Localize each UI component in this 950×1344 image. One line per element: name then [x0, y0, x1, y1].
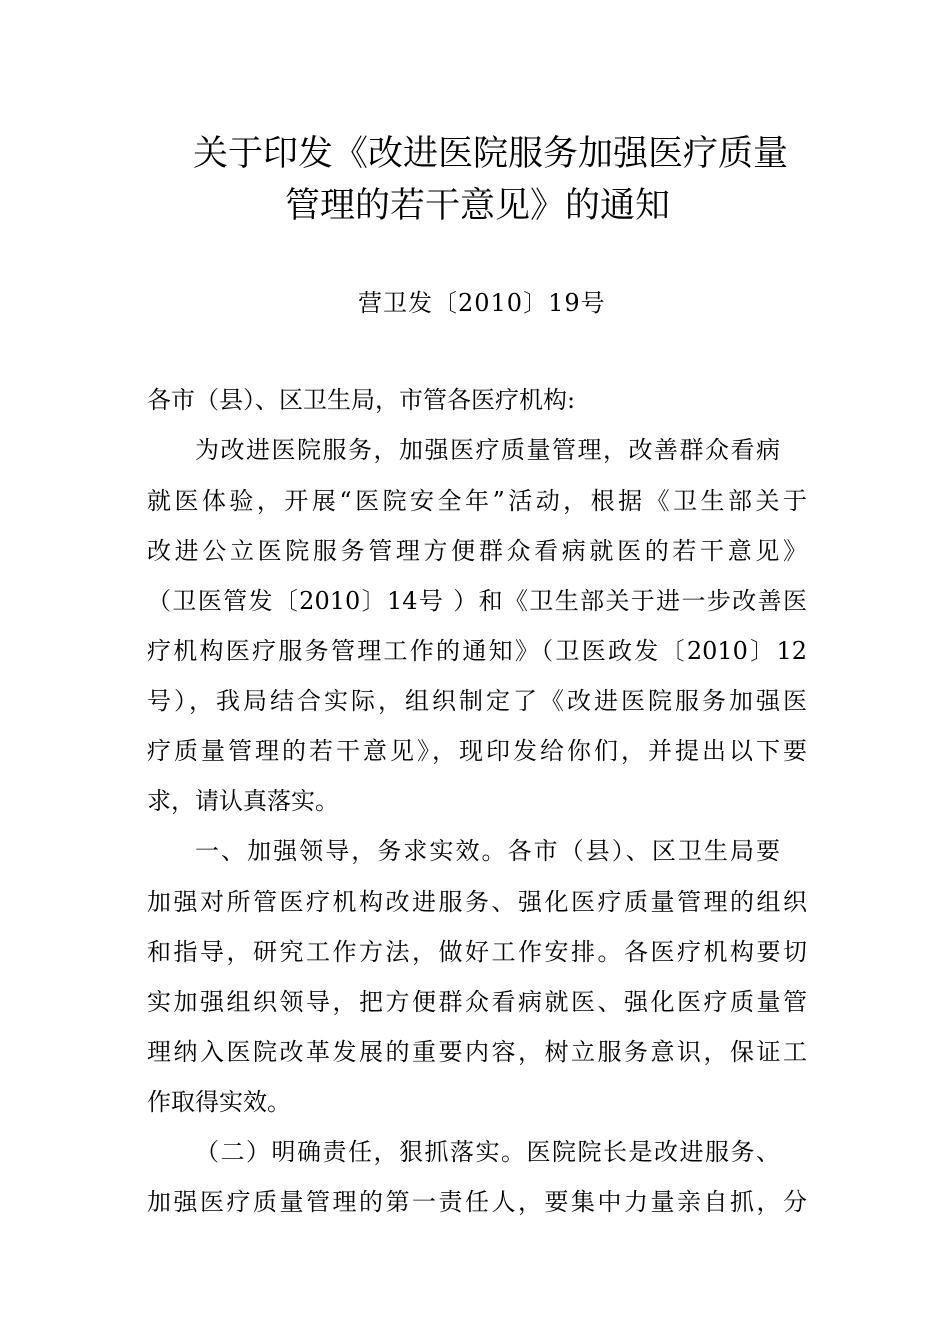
- body-text-line: （卫医管发〔2010〕14号 ）和《卫生部关于进一步改善医: [147, 587, 807, 615]
- body-text-line: 和指导，研究工作方法，做好工作安排。各医疗机构要切: [147, 938, 807, 966]
- body-text-line: 就医体验，开展“医院安全年”活动，根据《卫生部关于: [147, 487, 807, 515]
- body-text-line: 加强对所管医疗机构改进服务、强化医疗质量管理的组织: [147, 888, 807, 916]
- body-text-line: 理纳入医院改革发展的重要内容，树立服务意识，保证工: [147, 1038, 807, 1066]
- document-title-line-1: 关于印发《改进医院服务加强医疗质量: [193, 134, 789, 174]
- body-text-line: 改进公立医院服务管理方便群众看病就医的若干意见》: [147, 537, 807, 565]
- document-title-line-2: 管理的若干意见》的通知: [285, 186, 671, 226]
- body-text-line: 疗机构医疗服务管理工作的通知》（卫医政发〔2010〕12: [147, 637, 807, 665]
- body-text-line: 号），我局结合实际，组织制定了《改进医院服务加强医: [147, 687, 807, 715]
- document-number: 营卫发〔2010〕19号: [358, 289, 606, 317]
- body-text-line: 求，请认真落实。: [147, 787, 339, 815]
- body-text-line: 一、加强领导，务求实效。各市（县）、区卫生局要: [195, 837, 780, 865]
- body-text-line: （二）明确责任，狠抓落实。医院院长是改进服务、: [195, 1138, 780, 1166]
- addressee-line: 各市（县）、区卫生局，市管各医疗机构:: [147, 386, 576, 414]
- body-text-line: 实加强组织领导，把方便群众看病就医、强化医疗质量管: [147, 988, 807, 1016]
- body-text-line: 作取得实效。: [147, 1088, 291, 1116]
- body-text-line: 疗质量管理的若干意见》，现印发给你们，并提出以下要: [147, 737, 807, 765]
- body-text-line: 为改进医院服务，加强医疗质量管理，改善群众看病: [195, 436, 780, 464]
- body-text-line: 加强医疗质量管理的第一责任人，要集中力量亲自抓，分: [147, 1188, 807, 1216]
